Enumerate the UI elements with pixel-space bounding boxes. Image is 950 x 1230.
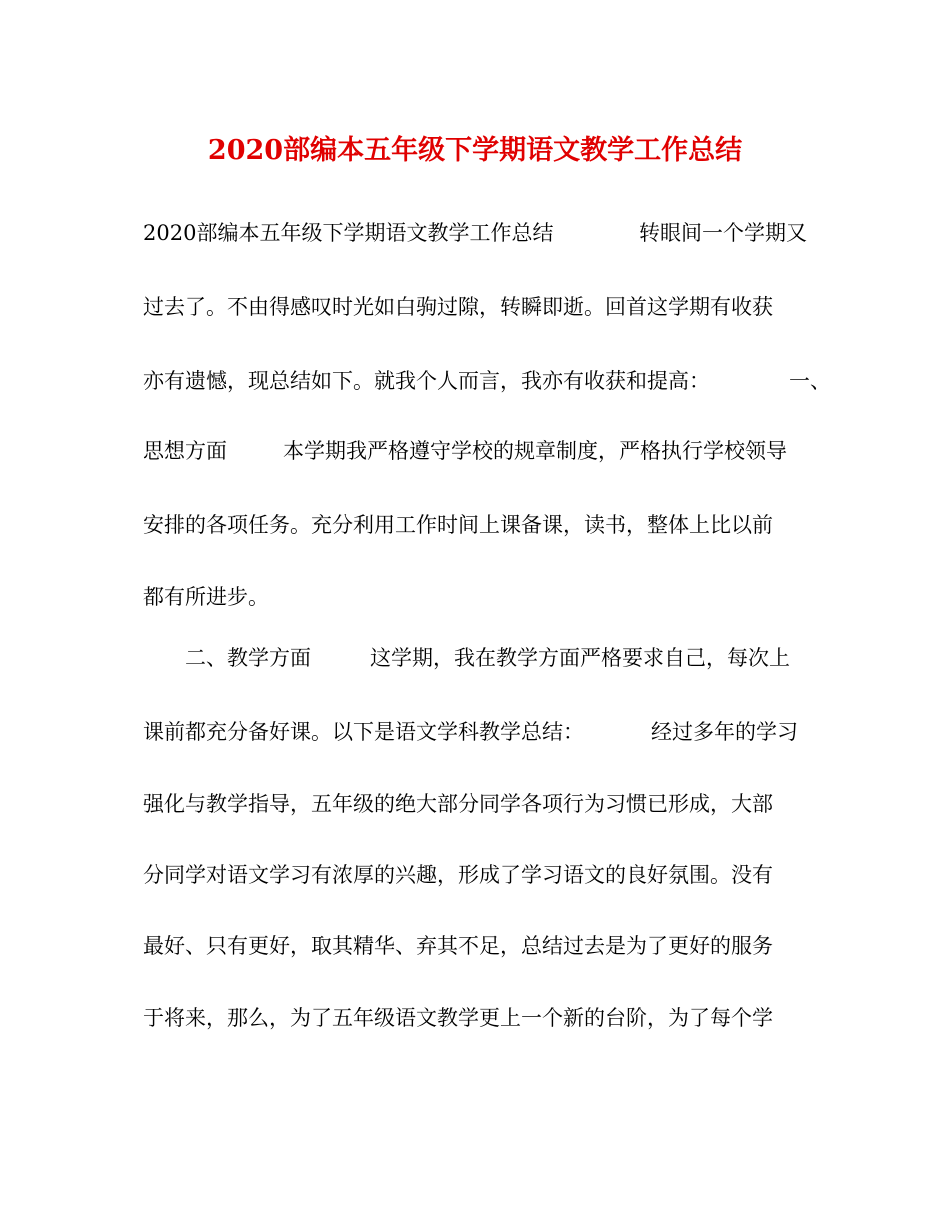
body-line [143, 858, 803, 892]
text-segment: 二、教学方面 [185, 646, 311, 670]
body-line [143, 1001, 803, 1035]
text-segment: 最好、只有更好，取其精华、弃其不足，总结过去是为了更好的服务 [143, 934, 773, 958]
body-line [143, 364, 833, 398]
text-segment: 亦有遗憾，现总结如下。就我个人而言，我亦有收获和提高： [143, 369, 710, 393]
text-segment: 课前都充分备好课。以下是语文学科教学总结： [143, 720, 584, 744]
text-segment: 思想方面 [143, 439, 227, 463]
body-line [143, 787, 803, 821]
body-line [143, 715, 803, 749]
text-segment: 安排的各项任务。充分利用工作时间上课备课，读书，整体上比以前 [143, 513, 773, 537]
text-segment: 2020部编本五年级下学期语文教学工作总结 [143, 221, 554, 245]
text-segment: 过去了。不由得感叹时光如白驹过隙，转瞬即逝。回首这学期有收获 [143, 295, 773, 319]
body-line [143, 216, 807, 250]
document-title: 2020部编本五年级下学期语文教学工作总结 [207, 135, 743, 166]
text-segment: 这学期，我在教学方面严格要求自己，每次上 [370, 646, 790, 670]
text-segment: 强化与教学指导，五年级的绝大部分同学各项行为习惯已形成，大部 [143, 792, 773, 816]
body-line [143, 641, 803, 675]
body-line [143, 434, 833, 468]
body-line [143, 290, 803, 324]
text-segment: 分同学对语文学习有浓厚的兴趣，形成了学习语文的良好氛围。没有 [143, 863, 773, 887]
body-line [143, 929, 803, 963]
body-line [143, 580, 803, 614]
text-segment: 经过多年的学习 [651, 720, 798, 744]
text-segment: 本学期我严格遵守学校的规章制度，严格执行学校领导 [283, 439, 787, 463]
body-line [143, 508, 803, 542]
text-segment: 于将来，那么，为了五年级语文教学更上一个新的台阶，为了每个学 [143, 1006, 773, 1030]
text-segment: 一、 [789, 369, 831, 393]
text-segment: 都有所进步。 [143, 585, 269, 609]
text-segment: 转眼间一个学期又 [639, 221, 807, 245]
